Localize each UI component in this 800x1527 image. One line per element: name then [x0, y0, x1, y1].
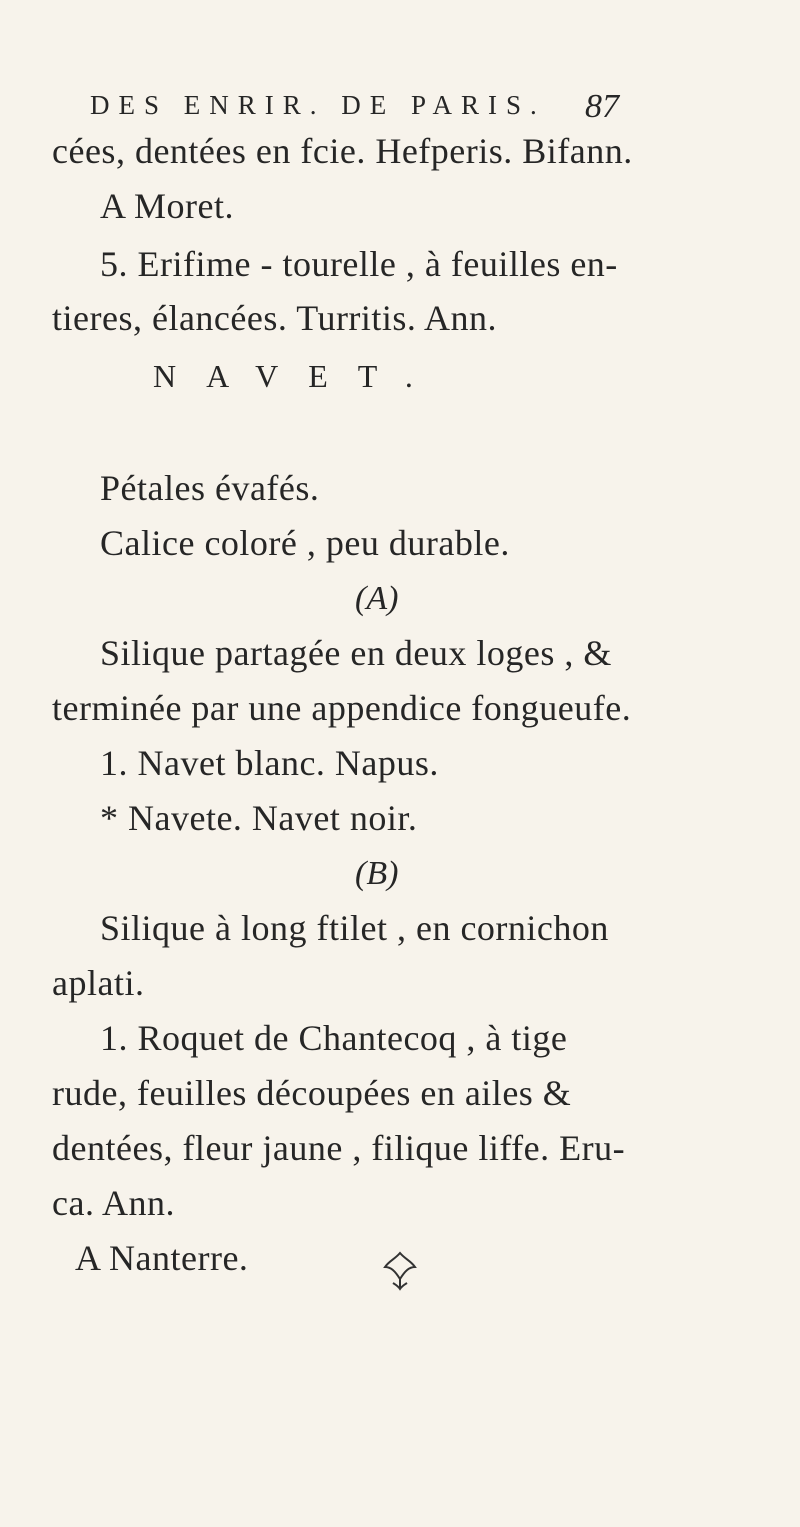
- section-title: NAVET.: [153, 358, 443, 394]
- text-line-8: terminée par une appendice fongueufe.: [52, 688, 632, 728]
- text-line-16: ca. Ann.: [52, 1183, 175, 1223]
- sub-label-a: (A): [355, 580, 399, 617]
- text-line-6: Calice coloré , peu durable.: [100, 523, 510, 563]
- text-line-14: rude, feuilles découpées en ailes &: [52, 1073, 572, 1113]
- running-header: DES ENRIR. DE PARIS.: [90, 90, 546, 120]
- text-line-15: dentées, fleur jaune , filique liffe. Eru-: [52, 1128, 626, 1168]
- text-line-4: tieres, élancées. Turritis. Ann.: [52, 298, 497, 338]
- sub-label-b: (B): [355, 855, 399, 892]
- floral-ornament-icon: [375, 1245, 425, 1295]
- text-line-17: A Nanterre.: [75, 1238, 249, 1278]
- text-line-10: * Navete. Navet noir.: [100, 798, 418, 838]
- text-line-1: cées, dentées en fcie. Hefperis. Bifann.: [52, 131, 633, 171]
- text-line-9: 1. Navet blanc. Napus.: [100, 743, 439, 783]
- text-line-2: A Moret.: [100, 186, 234, 226]
- text-line-7: Silique partagée en deux loges , &: [100, 633, 612, 673]
- text-line-5: Pétales évafés.: [100, 468, 320, 508]
- text-line-3: 5. Erifime - tourelle , à feuilles en-: [100, 244, 618, 284]
- text-line-11: Silique à long ftilet , en cornichon: [100, 908, 609, 948]
- text-line-13: 1. Roquet de Chantecoq , à tige: [100, 1018, 568, 1058]
- page-number: 87: [585, 88, 619, 125]
- text-line-12: aplati.: [52, 963, 145, 1003]
